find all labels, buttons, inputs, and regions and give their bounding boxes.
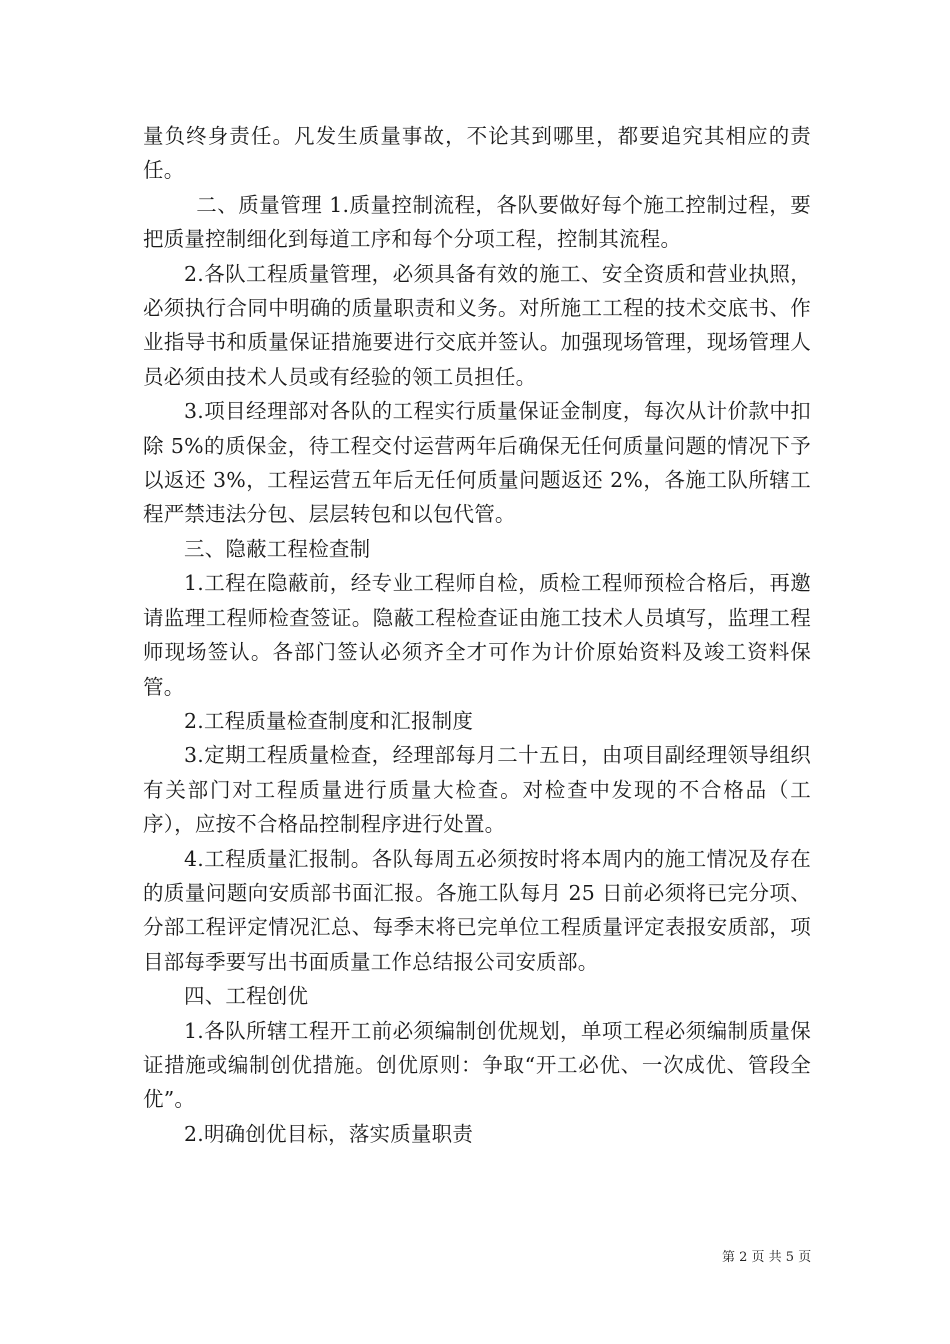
- document-body: [143, 119, 811, 1151]
- paragraph: 3.定期工程质量检查，经理部每月二十五日，由项目副经理领导组织有关部门对工程质量进行质量大检查。对检查中发现的不合格品（工序），应按不合格品控制程序进行处置。: [143, 743, 811, 837]
- section-heading-hidden-works: 三、隐蔽工程检查制: [184, 536, 371, 561]
- section-heading-excellence: 四、工程创优: [184, 984, 309, 1009]
- page-number: 第 2 页 共 5 页: [722, 1250, 812, 1265]
- paragraph: 量负终身责任。凡发生质量事故，不论其到哪里，都要追究其相应的责任。: [143, 124, 811, 183]
- section-heading-quality-management: 二、质量管理 1.质量控制流程，各队要做好每个施工控制过程，要把质量控制细化到每道工序和每个分项工程，控制其流程。: [143, 192, 811, 252]
- paragraph: 3.项目经理部对各队的工程实行质量保证金制度，每次从计价款中扣除 5%的质保金，待工程交付运营两年后确保无任何质量问题的情况下予以返还 3%，工程运营五年后无任何质量问题返还 2%，各施工队所辖工程严禁违法分包、层层转包和以包代管。: [143, 399, 811, 527]
- paragraph: 1.工程在隐蔽前，经专业工程师自检，质检工程师预检合格后，再邀请监理工程师检查签证。隐蔽工程检查证由施工技术人员填写，监理工程师现场签认。各部门签认必须齐全才可作为计价原始资料及竣工资料保管。: [143, 571, 811, 699]
- paragraph: 4.工程质量汇报制。各队每周五必须按时将本周内的施工情况及存在的质量问题向安质部书面汇报。各施工队每月 25 日前必须将已完分项、分部工程评定情况汇总、每季末将已完单位工程质量评定表报安质部，项目部每季要写出书面质量工作总结报公司安质部。: [143, 846, 811, 974]
- paragraph: 2.明确创优目标，落实质量职责: [184, 1121, 474, 1146]
- paragraph: 2.各队工程质量管理，必须具备有效的施工、安全资质和营业执照，必须执行合同中明确的质量职责和义务。对所施工工程的技术交底书、作业指导书和质量保证措施要进行交底并签认。加强现场管理，现场管理人员必须由技术人员或有经验的领工员担任。: [143, 261, 811, 389]
- paragraph: 2.工程质量检查制度和汇报制度: [184, 708, 474, 733]
- paragraph: 1.各队所辖工程开工前必须编制创优规划，单项工程必须编制质量保证措施或编制创优措施。创优原则：争取“开工必优、一次成优、管段全优”。: [143, 1018, 811, 1112]
